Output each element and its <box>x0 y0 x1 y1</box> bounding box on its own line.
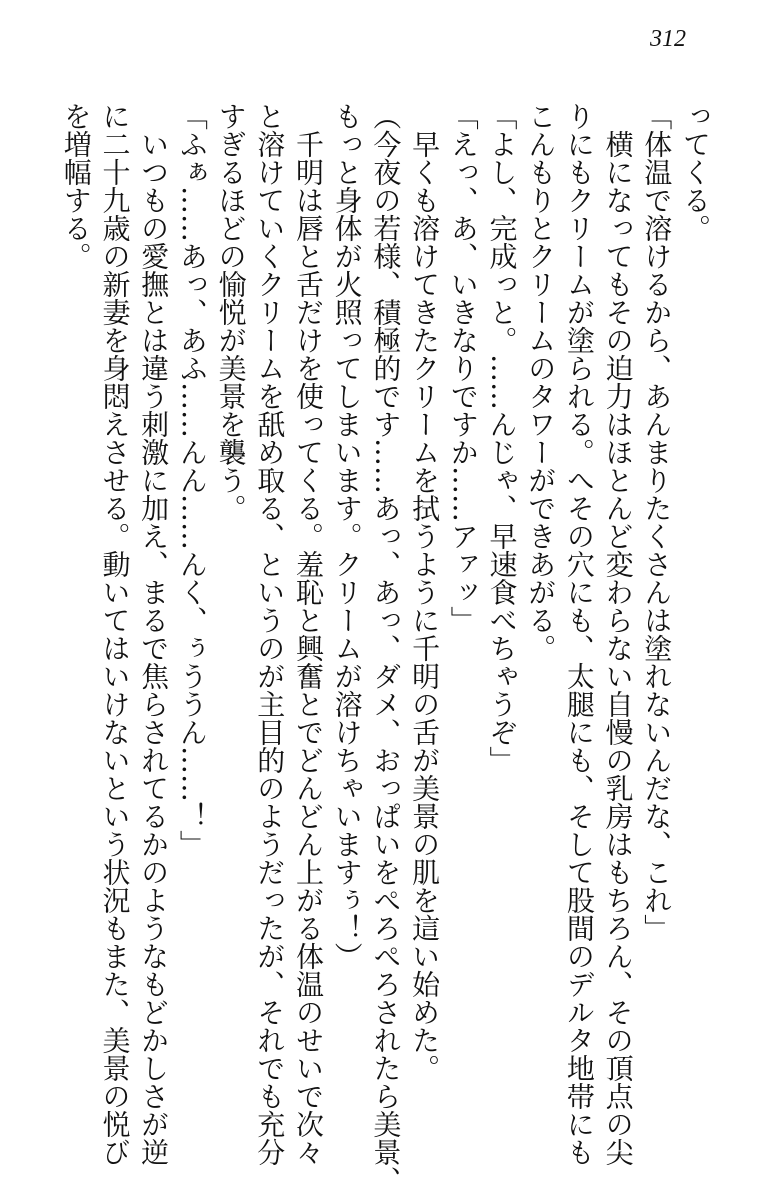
text-line: 「えっ、あ、いきなりですか……アァッ」 <box>446 102 480 634</box>
text-line: （今夜の若様、積極的です……あっ、あっ、ダメ、おっぱいをぺろぺろされたら美景、 <box>369 102 403 1194</box>
text-line: すぎるほどの愉悦が美景を襲う。 <box>214 102 248 522</box>
text-line: に二十九歳の新妻を身悶えさせる。動いてはいけないという状況もまた、美景の悦び <box>98 102 132 1166</box>
text-line: 「ふぁ……あっ、あふ……んん……んく、ぅううん……！」 <box>175 102 209 858</box>
text-line: ってくる。 <box>679 102 712 242</box>
page-number: 312 <box>650 26 686 52</box>
text-line: 「体温で溶けるから、あんまりたくさんは塗れないんだな、これ」 <box>640 102 674 942</box>
text-line: こんもりとクリームのタワーができあがる。 <box>524 102 558 662</box>
text-line: を増幅する。 <box>59 102 93 270</box>
text-line: 「よし、完成っと。……んじゃ、早速食べちゃうぞ」 <box>485 102 519 774</box>
text-line: と溶けていくクリームを舐め取る、というのが主目的のようだったが、それでも充分 <box>253 102 287 1166</box>
body-text <box>56 102 714 1194</box>
text-line: 早くも溶けてきたクリームを拭うように千明の舌が美景の肌を這い始めた。 <box>408 102 442 1082</box>
text-line: 千明は唇と舌だけを使ってくる。羞恥と興奮とでどんどん上がる体温のせいで次々 <box>291 102 325 1166</box>
text-line: もっと身体が火照ってしまいます。クリームが溶けちゃいますぅ！） <box>330 102 364 970</box>
text-line: いつもの愛撫とは違う刺激に加え、まるで焦らされてるかのようなもどかしさが逆 <box>137 102 171 1166</box>
text-line: りにもクリームが塗られる。へその穴にも、太腿にも、そして股間のデルタ地帯にも <box>562 102 596 1166</box>
text-line: 横になってもその迫力はほとんど変わらない自慢の乳房はもちろん、その頂点の尖 <box>601 102 635 1166</box>
